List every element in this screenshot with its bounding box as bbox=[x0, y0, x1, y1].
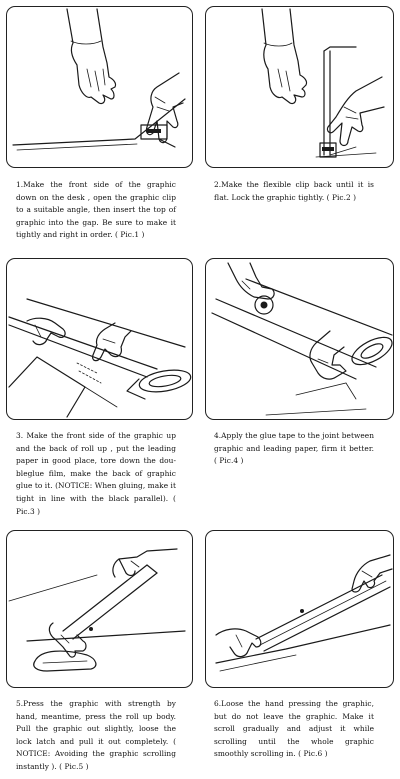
illustration-panel-2 bbox=[205, 6, 394, 168]
graphic-scrolling-in-illustration bbox=[206, 531, 393, 687]
step-5-caption: 5.Press the graphic with strength by hand, meantime, press the roll up body. Pull the graphic out slightly, loose the lock latch and pull it out completely. ( NOTICE: Avoiding the graphic scrolling instantly ). ( Pic.5 ) bbox=[16, 699, 176, 771]
illustration-panel-3 bbox=[6, 258, 193, 420]
illustration-panel-1 bbox=[6, 6, 193, 168]
step-1-caption: 1.Make the front side of the graphic down on the desk , open the graphic clip to a suitable angle, then insert the top of graphic into the gap. Be sure to make it tightly and right in order. ( Pic.1 ) bbox=[16, 180, 176, 240]
gluing-leading-paper-illustration bbox=[7, 259, 192, 419]
step-3-caption: 3. Make the front side of the graphic up and the back of roll up , put the leading paper in good place, tore down the dou-bleglue film, make the back of graphic glue to it. (NOTICE: When gluing, make it tight in line with the black parallel). ( Pic.3 ) bbox=[16, 431, 176, 516]
glue-tape-illustration bbox=[206, 259, 393, 419]
step-4-caption: 4.Apply the glue tape to the joint between graphic and leading paper, firm it better. ( Pic.4 ) bbox=[214, 431, 375, 466]
clip-flattened-illustration bbox=[206, 7, 393, 167]
illustration-panel-5 bbox=[6, 530, 193, 688]
hand-inserting-graphic-illustration bbox=[7, 7, 192, 167]
illustration-panel-6 bbox=[205, 530, 394, 688]
pull-graphic-out-illustration bbox=[7, 531, 192, 687]
step-2-caption: 2.Make the flexible clip back until it is flat. Lock the graphic tightly. ( Pic.2 ) bbox=[214, 180, 374, 202]
step-6-caption: 6.Loose the hand pressing the graphic, but do not leave the graphic. Make it scroll gradually and adjust it while scrolling until the whole graphic smoothly scrolling in. ( Pic.6 ) bbox=[214, 699, 374, 759]
illustration-panel-4 bbox=[205, 258, 394, 420]
